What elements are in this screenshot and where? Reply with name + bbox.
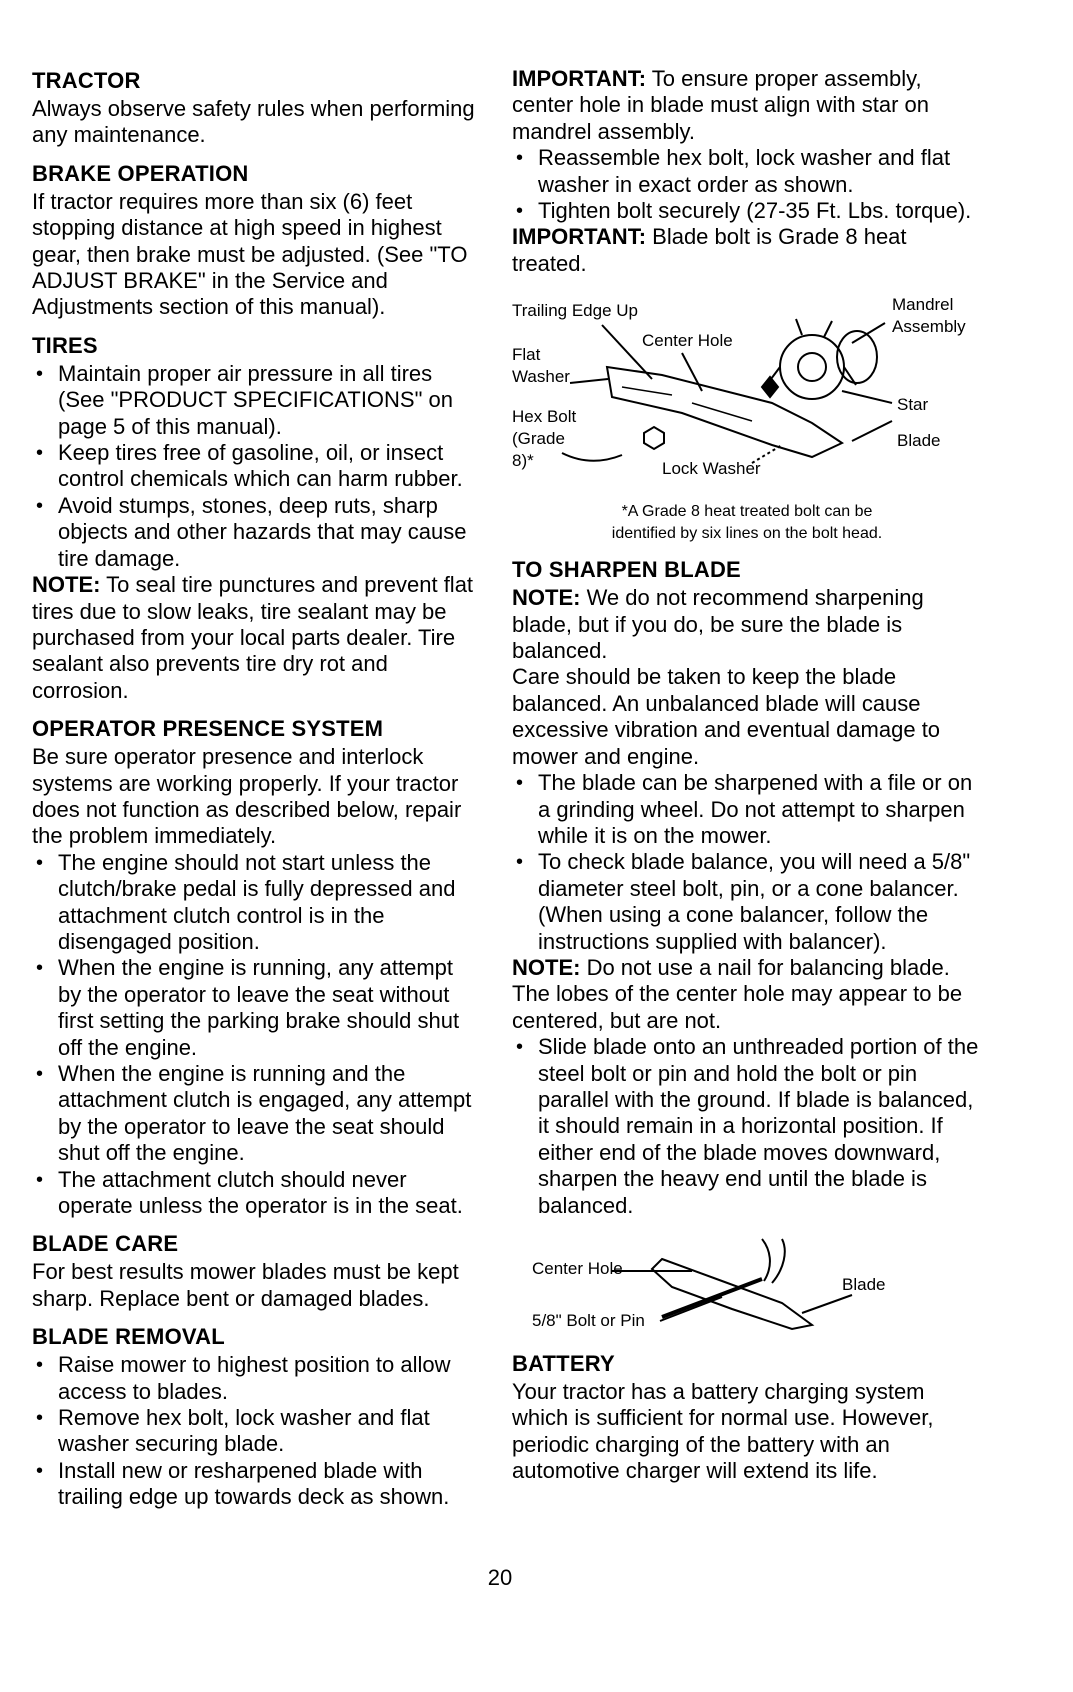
list-item: • Install new or resharpened blade with trailing edge up towards deck as shown. [32,1458,482,1511]
label-assembly: Assembly [892,317,966,337]
list-item: • To check blade balance, you will need a 5/8" diameter steel bolt, pin, or a cone balancer. (When using a cone balancer, follow the instructions supplied with balancer). [512,849,982,955]
label-grade-number: 8)* [512,451,534,471]
list-item: • Raise mower to highest position to allow access to blades. [32,1352,482,1405]
list-item: • Tighten bolt securely (27-35 Ft. Lbs. torque). [512,198,982,224]
label-center-hole: Center Hole [532,1259,623,1278]
label-grade: (Grade [512,429,565,449]
balance-list [512,1034,982,1219]
operator-presence-heading: OPERATOR PRESENCE SYSTEM [32,716,384,742]
battery-heading: BATTERY [512,1351,615,1376]
note-label: NOTE: [32,572,101,598]
sharpen-blade-heading: TO SHARPEN BLADE [512,557,741,583]
note-text: We do not recommend sharpening blade, but if you do, be sure the blade is balanced. [512,585,924,664]
note-label: NOTE: [512,954,581,980]
important-assembly [512,66,982,145]
list-item: • Reassemble hex bolt, lock washer and flat washer in exact order as shown. [512,145,982,198]
blade-assembly-figure [512,295,982,495]
blade-care-text: For best results mower blades must be kept sharp. Replace bent or damaged blades. [32,1259,459,1311]
list-item: • Maintain proper air pressure in all tires (See "PRODUCT SPECIFICATIONS" on page 5 of this manual). [32,361,482,440]
blade-care-heading: BLADE CARE [32,1231,179,1257]
label-bolt-or-pin: 5/8" Bolt or Pin [532,1311,645,1330]
list-item: • The engine should not start unless the clutch/brake pedal is fully depressed and attachment clutch control is in the disengaged position. [32,850,482,956]
label-lock-washer: Lock Washer [662,459,761,479]
tires-note [32,572,482,704]
list-item: • When the engine is running, any attempt by the operator to leave the seat without first setting the parking brake should shut off the engine. [32,955,482,1061]
list-item: • When the engine is running and the attachment clutch is engaged, any attempt by the operator to leave the seat should shut off the engine. [32,1061,482,1167]
important-label: IMPORTANT: [512,66,647,91]
sharpen-list [512,770,982,955]
brake-operation-heading: BRAKE OPERATION [32,160,249,186]
note-label: NOTE: [512,585,581,611]
blade-removal-heading: BLADE REMOVAL [32,1324,225,1350]
label-center-hole: Center Hole [642,331,733,351]
important-label: IMPORTANT: [512,224,647,250]
important-text: To ensure proper assembly, center hole in blade must align with star on mandrel assembly. [512,66,930,144]
list-item: • Keep tires free of gasoline, oil, or insect control chemicals which can harm rubber. [32,440,482,493]
sharpen-note [512,585,982,664]
nail-note [512,955,982,1034]
left-column [32,62,482,1511]
label-hex-bolt: Hex Bolt [512,407,577,427]
label-blade: Blade [842,1275,886,1294]
label-blade: Blade [897,431,941,451]
figure-caption-line2: identified by six lines on the bolt head. [611,525,883,543]
tractor-text: Always observe safety rules when performing any maintenance. [32,96,475,148]
list-item: • Slide blade onto an unthreaded portion of the steel bolt or pin and hold the bolt or pin parallel with the ground. If blade is balanced, it should remain in a horizontal position. If either end of the blade moves downward, sharpen the heavy end until the blade is balanced. [512,1034,982,1219]
tires-list [32,361,482,572]
figure-caption-line1: *A Grade 8 heat treated bolt can be [621,503,873,521]
tires-heading: TIRES [32,332,98,358]
important-bolt-grade [512,224,982,277]
label-mandrel: Mandrel [892,295,954,315]
page-number: 20 [487,1565,513,1590]
blade-removal-list [32,1352,482,1510]
assembly-list [512,145,982,224]
battery-text: Your tractor has a battery charging system which is sufficient for normal use. However, periodic charging of the battery with an automotive charger will extend its life. [512,1379,934,1484]
operator-presence-list [32,850,482,1220]
blade-balance-figure [512,1229,982,1339]
right-column [512,62,982,1485]
note-text: To seal tire punctures and prevent flat tires due to slow leaks, tire sealant may be purchased from your local parts dealer. Tire sealant also prevents tire dry rot and corrosion. [32,572,474,703]
list-item: • Remove hex bolt, lock washer and flat washer securing blade. [32,1405,482,1458]
label-trailing-edge-up: Trailing Edge Up [512,301,638,321]
list-item: • The attachment clutch should never operate unless the operator is in the seat. [32,1167,482,1220]
important-text: Blade bolt is Grade 8 heat treated. [512,224,907,276]
label-star: Star [897,395,929,415]
label-washer: Washer [512,367,570,387]
list-item: • Avoid stumps, stones, deep ruts, sharp objects and other hazards that may cause tire damage. [32,493,482,572]
operator-presence-text: Be sure operator presence and interlock systems are working properly. If your tractor does not function as described below, repair the problem immediately. [32,744,462,849]
label-flat: Flat [512,345,541,365]
sharpen-text: Care should be taken to keep the blade balanced. An unbalanced blade will cause excessive vibration and eventual damage to mower and engine. [512,664,941,769]
note-text: Do not use a nail for balancing blade. The lobes of the center hole may appear to be centered, but are not. [512,954,963,1033]
list-item: • The blade can be sharpened with a file or on a grinding wheel. Do not attempt to sharpen while it is on the mower. [512,770,982,849]
brake-operation-text: If tractor requires more than six (6) feet stopping distance at high speed in highest gear, then brake must be adjusted. (See "TO ADJUST BRAKE" in the Service and Adjustments section of this manual). [32,188,468,320]
tractor-heading: TRACTOR [32,68,141,93]
